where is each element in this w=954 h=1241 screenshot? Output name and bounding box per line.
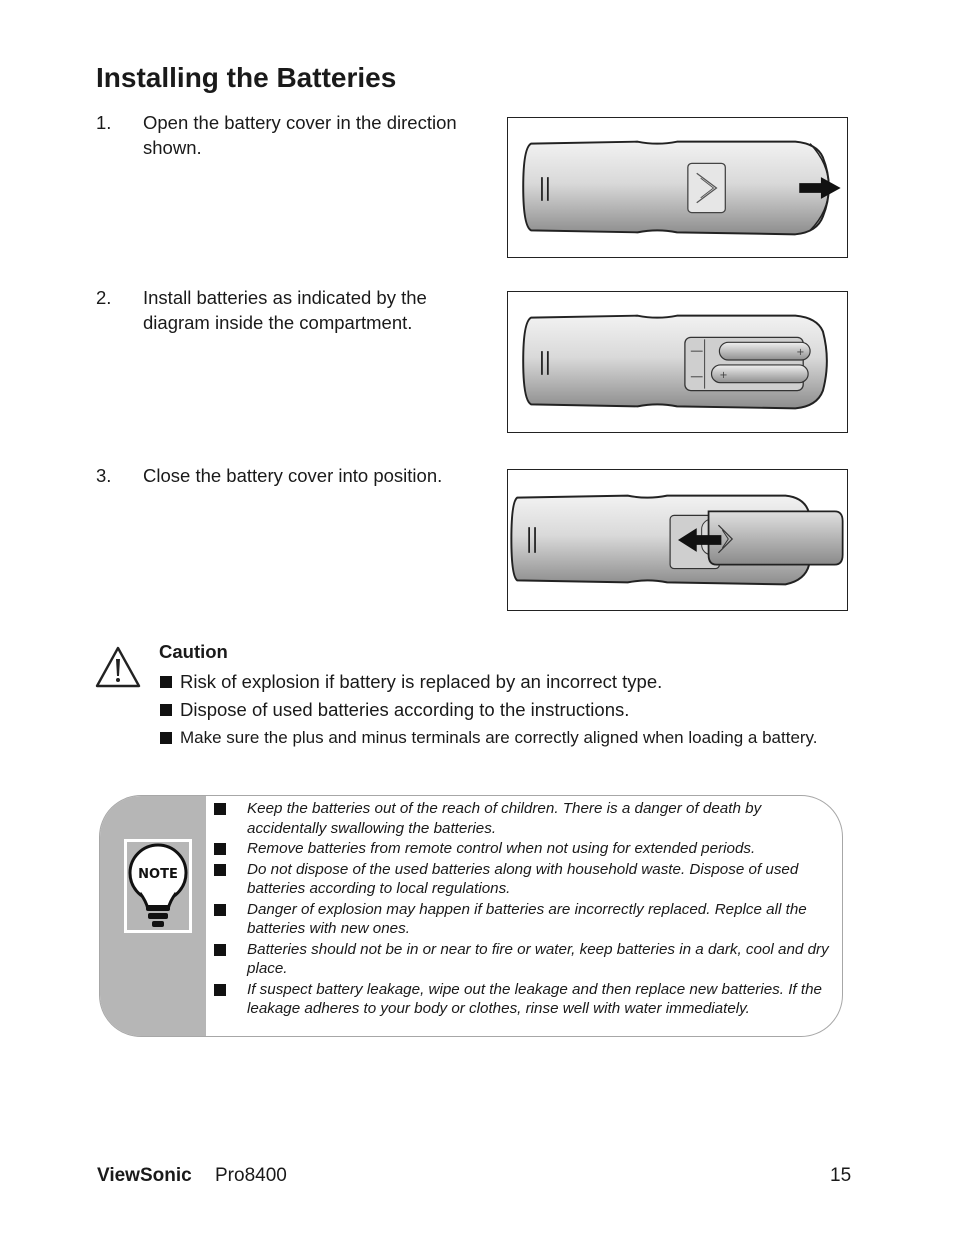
list-item xyxy=(214,839,837,859)
footer-model: Pro8400 xyxy=(215,1165,287,1186)
bullet-square-icon xyxy=(160,732,172,744)
caution-item-text: Risk of explosion if battery is replaced by an incorrect type. xyxy=(180,671,663,692)
remote-batteries-installed-illustration xyxy=(508,292,847,432)
step-text: Close the battery cover into position. xyxy=(143,465,443,486)
step-number: 2. xyxy=(96,287,112,308)
caution-item-text: Make sure the plus and minus terminals are correctly aligned when loading a battery. xyxy=(180,728,818,747)
caution-item-text: Dispose of used batteries according to the instructions. xyxy=(180,699,630,720)
list-item xyxy=(160,696,818,724)
step-number: 1. xyxy=(96,112,112,133)
note-list xyxy=(214,799,837,1020)
list-item xyxy=(214,980,837,1019)
bullet-square-icon xyxy=(214,843,226,855)
caution-list xyxy=(160,668,818,752)
note-icon-label: NOTE xyxy=(138,867,178,882)
list-item xyxy=(214,900,837,939)
remote-open-cover-figure xyxy=(507,117,848,258)
note-lightbulb-icon xyxy=(124,839,192,933)
note-item-text: Remove batteries from remote control when not using for extended periods. xyxy=(247,840,756,857)
note-item-text: Danger of explosion may happen if batteries are incorrectly replaced. Replce all the batteries with new ones. xyxy=(247,900,807,937)
remote-batteries-installed-figure xyxy=(507,291,848,433)
step-2 xyxy=(96,285,476,335)
page-number: 15 xyxy=(830,1165,852,1186)
note-box xyxy=(99,795,843,1037)
bullet-square-icon xyxy=(214,904,226,916)
warning-triangle-icon xyxy=(95,645,141,689)
bullet-square-icon xyxy=(160,676,172,688)
bullet-square-icon xyxy=(214,944,226,956)
bullet-square-icon xyxy=(214,864,226,876)
remote-open-cover-illustration xyxy=(508,118,847,257)
bullet-square-icon xyxy=(160,704,172,716)
step-3 xyxy=(96,463,476,488)
step-text: Open the battery cover in the direction shown. xyxy=(143,112,457,158)
caution-title: Caution xyxy=(159,641,228,662)
step-text: Install batteries as indicated by the diagram inside the compartment. xyxy=(143,287,427,333)
step-number: 3. xyxy=(96,465,112,486)
step-1 xyxy=(96,110,476,160)
note-item-text: If suspect battery leakage, wipe out the leakage and then replace new batteries. If the leakage adheres to your body or clothes, rinse well with water immediately. xyxy=(247,980,822,1017)
page-title: Installing the Batteries xyxy=(96,62,397,93)
remote-close-cover-illustration xyxy=(508,470,847,610)
list-item xyxy=(214,799,837,838)
footer-brand: ViewSonic xyxy=(97,1165,192,1186)
list-item xyxy=(160,724,818,752)
note-item-text: Batteries should not be in or near to fire or water, keep batteries in a dark, cool and dry place. xyxy=(247,940,829,977)
bullet-square-icon xyxy=(214,984,226,996)
list-item xyxy=(160,668,818,696)
svg-text:+: + xyxy=(719,369,728,381)
note-item-text: Keep the batteries out of the reach of children. There is a danger of death by accidentally swallowing the batteries. xyxy=(247,800,762,837)
svg-text:+: + xyxy=(796,347,805,359)
remote-close-cover-figure xyxy=(507,469,848,611)
list-item xyxy=(214,860,837,899)
note-item-text: Do not dispose of the used batteries along with household waste. Dispose of used batteries according to local regulations. xyxy=(247,860,799,897)
list-item xyxy=(214,940,837,979)
bullet-square-icon xyxy=(214,803,226,815)
